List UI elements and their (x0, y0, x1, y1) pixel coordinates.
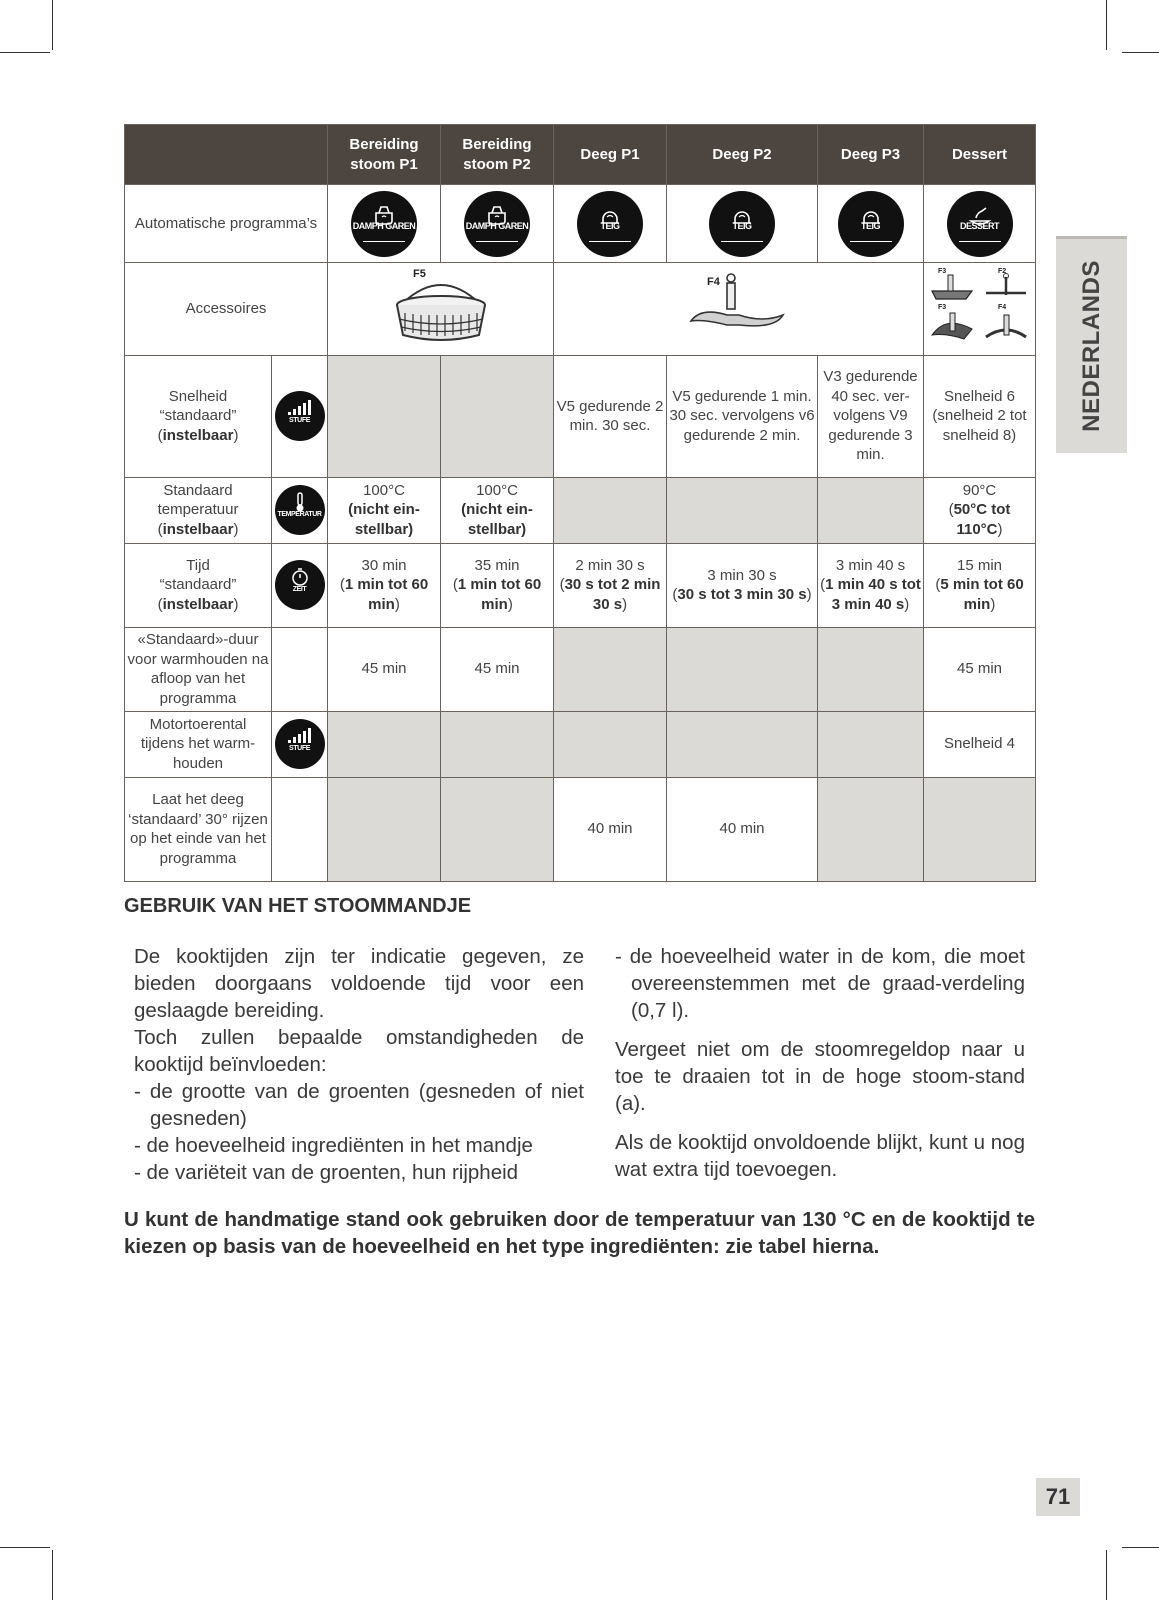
cell-empty (924, 777, 1036, 881)
cell-knob (272, 355, 328, 477)
cell-empty (667, 627, 818, 711)
section-title: GEBRUIK VAN HET STOOMMANDJE (124, 895, 472, 917)
accessory-label-f4b: F4 (997, 304, 1006, 311)
crop-mark (0, 1547, 50, 1548)
picto-label: TEIG (600, 221, 620, 231)
crop-mark (0, 52, 50, 53)
label-paren: ) (233, 595, 239, 613)
paragraph: Als de kooktijd onvoldoende blijkt, kunt u nog wat extra tijd toevoegen. (615, 1131, 1025, 1181)
value-bold: (nicht ein-stellbar) (461, 501, 533, 538)
cell-empty (554, 711, 667, 777)
value-paren: ( (339, 576, 345, 594)
cell-empty (272, 777, 328, 881)
value-bold: 50°C tot 110°C (953, 501, 1011, 538)
cell-picto (667, 185, 818, 263)
crop-mark (1106, 0, 1107, 50)
row-label-warm: «Standaard»-duur voor warmhouden na afloop van het programma (125, 627, 272, 711)
value-paren: ) (990, 595, 996, 613)
value-line: 30 min (361, 556, 407, 574)
cell-empty (554, 627, 667, 711)
row-label-temperature (125, 477, 272, 543)
speed-icon (275, 719, 325, 769)
cell-knob (272, 543, 328, 627)
cell-value (924, 543, 1036, 627)
left-column (134, 943, 584, 1186)
page-number: 71 (1036, 1478, 1080, 1516)
cell-value: V5 gedurende 2 min. 30 sec. (554, 355, 667, 477)
value-paren: ( (935, 576, 941, 594)
cell-picto (441, 185, 554, 263)
cell-empty (328, 355, 441, 477)
cell-empty (818, 477, 924, 543)
label-paren: ) (233, 520, 239, 538)
value-line: 2 min 30 s (575, 556, 645, 574)
steam-basket-icon (381, 263, 501, 349)
header-stoom-p2: Bereiding stoom P2 (441, 125, 554, 185)
paragraph: Vergeet niet om de stoomregeldop naar u toe te draaien tot in de hoge stoom-stand (a). (615, 1038, 1025, 1115)
label-paren: ) (233, 426, 239, 444)
row-label-time (125, 543, 272, 627)
value-bold: 1 min 40 s tot 3 min 40 s (825, 576, 921, 613)
cell-empty (328, 777, 441, 881)
table-row (125, 185, 1036, 263)
header-stoom-p1: Bereiding stoom P1 (328, 125, 441, 185)
cell-value (924, 477, 1036, 543)
dessert-program-icon (947, 191, 1013, 257)
label-line: Tijd (186, 556, 210, 574)
table-row (125, 543, 1036, 627)
label-line: “standaard” (159, 407, 237, 425)
row-label-rise: Laat het deeg ‘standaard’ 30° rijzen op het einde van het programma (125, 777, 272, 881)
list-item: - de hoeveelheid water in de kom, die moet overeenstemmen met de graad-verdeling (0,7 l). (615, 945, 1025, 1022)
cell-empty (667, 477, 818, 543)
table-row (125, 777, 1036, 881)
cell-picto (554, 185, 667, 263)
cell-value (328, 543, 441, 627)
value-bold: 30 s tot 2 min 30 s (564, 576, 661, 613)
list-item: - de grootte van de groenten (gesneden of niet gesneden) (134, 1080, 584, 1130)
knob-label: ZEIT (292, 585, 307, 593)
cell-value: 45 min (328, 627, 441, 711)
cell-value (328, 477, 441, 543)
accessory-label-f4: F4 (706, 276, 720, 288)
timer-icon (275, 560, 325, 610)
value-paren: ) (394, 595, 400, 613)
value-line: 90°C (962, 481, 997, 499)
value-paren: ( (948, 501, 954, 519)
picto-label: DAMPH GAREN (352, 221, 416, 231)
header-deeg-p3: Deeg P3 (818, 125, 924, 185)
cell-value (554, 543, 667, 627)
value-bold: (nicht ein-stellbar) (348, 501, 420, 538)
cell-picto (924, 185, 1036, 263)
value-paren: ) (806, 586, 812, 603)
label-paren: ( (157, 520, 163, 538)
program-table (124, 124, 1036, 882)
table-row (125, 627, 1036, 711)
value-paren: ) (507, 595, 513, 613)
cell-value: Snelheid 6 (snelheid 2 tot snelheid 8) (924, 355, 1036, 477)
value-paren: ) (997, 520, 1003, 538)
cell-value: 45 min (441, 627, 554, 711)
cell-value (818, 543, 924, 627)
accessory-label-f3b: F3 (937, 304, 946, 311)
value-bold: 1 min tot 60 min (344, 576, 429, 613)
picto-label: TEIG (732, 221, 752, 231)
cell-empty (554, 477, 667, 543)
picto-label: DESSERT (959, 221, 999, 231)
dough-program-icon (838, 191, 904, 257)
cell-empty (667, 711, 818, 777)
value-bold: 1 min tot 60 min (457, 576, 542, 613)
table-row (125, 711, 1036, 777)
value-paren: ) (904, 595, 910, 613)
crop-mark (1122, 52, 1159, 53)
table-row (125, 477, 1036, 543)
speed-icon (275, 391, 325, 441)
dough-program-icon (577, 191, 643, 257)
value-bold: 5 min tot 60 min (940, 576, 1024, 613)
table-row (125, 263, 1036, 356)
paragraph: De kooktijden zijn ter indicatie gegeven, ze bieden doorgaans voldoende tijd voor een geslaagde bereiding. (134, 945, 584, 1022)
cell-accessory-dessert (924, 263, 1036, 356)
accessory-label-f5: F5 (412, 268, 426, 280)
value-paren: ( (559, 576, 565, 594)
crop-mark (52, 1550, 53, 1600)
label-line: “standaard” (159, 576, 237, 594)
language-tab-label: NEDERLANDS (1077, 260, 1105, 432)
cell-empty (441, 711, 554, 777)
cell-empty (272, 627, 328, 711)
table-row (125, 355, 1036, 477)
header-dessert: Dessert (924, 125, 1036, 185)
value-paren: ( (820, 576, 826, 594)
thermometer-icon (275, 485, 325, 535)
cell-knob (272, 477, 328, 543)
cell-empty (818, 711, 924, 777)
cell-value (441, 477, 554, 543)
crop-mark (1122, 1547, 1159, 1548)
value-paren: ( (672, 586, 678, 603)
kneading-blade-icon (679, 263, 799, 349)
cell-value: 40 min (554, 777, 667, 881)
label-bold: instelbaar (162, 595, 234, 613)
steam-program-icon (464, 191, 530, 257)
cell-picto (328, 185, 441, 263)
cell-value: Snelheid 4 (924, 711, 1036, 777)
label-paren: ( (157, 595, 163, 613)
cell-empty (818, 627, 924, 711)
label-line: Snelheid (168, 387, 228, 405)
cell-value: V5 gedurende 1 min. 30 sec. vervolgens v6 gedurende 2 min. (667, 355, 818, 477)
value-line: 3 min 40 s (835, 556, 906, 574)
row-label-motor: Motortoerental tijdens het warm-houden (125, 711, 272, 777)
cell-accessory-knife (554, 263, 924, 356)
bold-note: U kunt de handmatige stand ook gebruiken door de temperatuur van 130 °C en de kooktijd te kiezen op basis van de hoeveelheid en het type ingrediënten: zie tabel hierna. (124, 1208, 1035, 1258)
row-label-accessories: Accessoires (125, 263, 328, 356)
cell-empty (441, 355, 554, 477)
value-paren: ) (622, 595, 628, 613)
row-label-speed (125, 355, 272, 477)
accessory-label-f2: F2 (997, 268, 1006, 275)
dough-program-icon (709, 191, 775, 257)
cell-value (441, 543, 554, 627)
header-deeg-p1: Deeg P1 (554, 125, 667, 185)
label-line: Standaard (163, 481, 233, 499)
header-empty (125, 125, 328, 185)
label-bold: instelbaar (162, 520, 234, 538)
value-line: 100°C (363, 481, 405, 499)
knob-label: TEMPERATUR (277, 510, 322, 518)
cell-knob (272, 711, 328, 777)
value-line: 15 min (956, 556, 1003, 574)
cell-empty (328, 711, 441, 777)
knob-label: STUFE (289, 416, 310, 424)
value-line: 3 min 30 s (707, 566, 777, 584)
paragraph: Toch zullen bepaalde omstandigheden de kooktijd beïnvloeden: (134, 1026, 584, 1076)
cell-value (667, 543, 818, 627)
value-bold: 30 s tot 3 min 30 s (677, 586, 807, 603)
row-label-auto: Automatische programma’s (125, 185, 328, 263)
cell-value: V3 gedurende 40 sec. ver-volgens V9 gedurende 3 min. (818, 355, 924, 477)
cell-empty (818, 777, 924, 881)
list-item: - de variëteit van de groenten, hun rijpheid (134, 1161, 519, 1184)
label-paren: ( (157, 426, 163, 444)
cell-accessory-basket (328, 263, 554, 356)
picto-label: DAMPH GAREN (465, 221, 529, 231)
steam-program-icon (351, 191, 417, 257)
language-tab (1056, 236, 1127, 453)
dessert-accessories-icon (928, 263, 1032, 349)
header-deeg-p2: Deeg P2 (667, 125, 818, 185)
table-header-row (125, 125, 1036, 185)
cell-empty (441, 777, 554, 881)
value-line: 35 min (474, 556, 520, 574)
right-column (615, 943, 1025, 1183)
accessory-label-f3: F3 (937, 268, 946, 275)
cell-picto (818, 185, 924, 263)
value-paren: ( (452, 576, 458, 594)
crop-mark (1106, 1550, 1107, 1600)
crop-mark (52, 0, 53, 50)
list-item: - de hoeveelheid ingrediënten in het mandje (134, 1134, 533, 1157)
picto-label: TEIG (860, 221, 880, 231)
cell-value: 45 min (924, 627, 1036, 711)
value-line: 100°C (476, 481, 518, 499)
cell-value: 40 min (667, 777, 818, 881)
label-line: temperatuur (157, 501, 239, 519)
label-bold: instelbaar (162, 426, 234, 444)
knob-label: STUFE (289, 744, 310, 752)
